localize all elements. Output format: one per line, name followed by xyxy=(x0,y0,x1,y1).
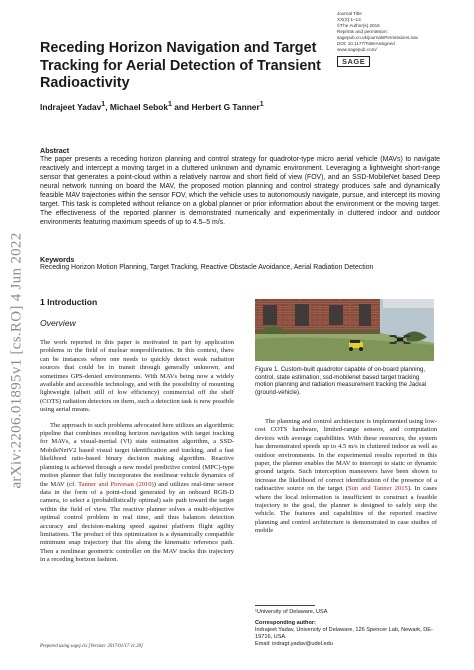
paragraph xyxy=(255,418,437,536)
affiliation-mark: 1 xyxy=(259,101,264,108)
affiliation-mark: 1 xyxy=(168,101,172,108)
author-name: Indrajeet Yadav xyxy=(40,101,102,112)
arxiv-stamp xyxy=(4,205,30,515)
arxiv-id: arXiv:2206.01895v1 [cs.RO] 4 Jun 2022 xyxy=(8,231,25,489)
author-separator: , xyxy=(105,101,110,112)
prepared-using-note: Prepared using sagej.cls [Version: 2017/01/17 v1.20] xyxy=(40,644,143,649)
citation-link[interactable]: Sun and Tanner 2015 xyxy=(347,485,408,493)
abstract-text: The paper presents a receding horizon planning and control strategy for quadrotor-type micro aerial vehicle (MAVs) to navigate reactively and intercept a moving target in a cluttered unknown and dynamic environment. Leveraging a lightweight short-range sensor that generates a point-cloud within a relatively narrow and short field of view (FOV), and an SSD-MobileNet based Deep neural network running on board the MAV, the proposed motion planning and control strategy produces safe and dynamically feasible MAV trajectories within the sensor FOV, which the vehicle uses to autonomously navigate, pursue, and intercept its moving target. This task is completed without reliance on a global planner or prior information about the environment or the moving target. The effectiveness of the reported planner is demonstrated numerically and experimentally in cluttered indoor and outdoor environments featuring maximum speeds of up to 4.5–5 m/s. xyxy=(40,156,440,227)
left-column xyxy=(40,339,234,572)
abstract-heading: Abstract xyxy=(40,146,70,155)
quadrotor-photo-image xyxy=(255,299,434,361)
sage-logo: SAGE xyxy=(337,56,370,67)
journal-meta xyxy=(337,11,467,67)
section-heading: 1 Introduction xyxy=(40,297,98,307)
copyright: ©The Author(s) 2016 xyxy=(337,23,380,28)
footnote xyxy=(255,609,437,648)
keywords-text: Receding Horizon Motion Planning, Target Tracking, Reactive Obstacle Avoidance, Aerial Radiation Detection xyxy=(40,264,374,271)
affiliation-note: ¹University of Delaware, USA xyxy=(255,609,328,615)
figure-caption: Figure 1. Custom-built quadrotor capable of on-board planning, control, state estimation, ssd-mobilenet based target tracking motion planning and radiation measurement tracking the Jackal (ground-vehicle). xyxy=(255,366,427,396)
site-url[interactable]: www.sagepub.com/ xyxy=(337,47,377,52)
author-name: Herbert G Tanner xyxy=(191,101,260,112)
paragraph-text: ) and utilizes real-time sensor data in the form of a point-cloud generated by an onboard RGB-D camera, to select a (probabilistically optimal) safe path toward the target within the field of view. The reactive planner solves a multi-objective optimal control problem in real time, and thus balances detection accuracy and decision-making speed against platform flight agility limitations. The product of this optimization is a dynamically compatible minimum snap trajectory that fits along the kinematic reference path. Then a nonlinear geometric controller on the MAV tracks this trajectory in a receding horizon fashion. xyxy=(40,480,234,564)
paragraph: The work reported in this paper is motivated in part by application problems in the field of nuclear nonproliferation. In this context, there can be instances where one needs to quickly detect weak radiation sources that could be in transit through generally unknown, and sometimes GPS-denied environments. With MAVs being now a widely available and accessible technology, and with the possibility of mounting lightweight (albeit still of low efficiency) commercial off the shelf (COTS) radiation detectors on them, such a detection task is now possible using aerial means. xyxy=(40,339,234,414)
corresponding-author-heading: Corresponding author: xyxy=(255,620,316,626)
corresponding-author-address: Indrajeet Yadav, University of Delaware, 126 Spencer Lab, Newark, DE-19716, USA. xyxy=(255,627,433,640)
reprints-url[interactable]: sagepub.co.uk/journalsPermissions.nav xyxy=(337,35,418,40)
keywords-heading: Keywords xyxy=(40,255,75,264)
footnote-divider xyxy=(255,605,315,606)
paragraph-text: The planning and control architecture is implemented using low-cost COTS hardware, limited-range sensors, and computation devices with average capabilities. With these resources, the system has demonstrated speeds up to 4.5 m/s in cluttered indoor as well as outdoor environments. In the experimental results reported in this paper, the planner enables the MAV to intercept to static or dynamic ground targets. Such interception maneuvers have been shown to increase the likelihood of correct identification of the presence of a radioactive source on the target ( xyxy=(255,418,437,493)
paper-title: Receding Horizon Navigation and Target Tracking for Aerial Detection of Transient Radioactivity xyxy=(40,40,321,91)
affiliation-mark: 1 xyxy=(101,101,106,108)
paragraph-text: ). In cases where the local information is insufficient to construct a feasible trajectory to the goal, the planner is designed to safely stop the vehicle. The features and capabilities of the reported reactive planning and control architecture is demonstrated in case studies of mobile xyxy=(255,485,438,535)
author-separator: and xyxy=(171,101,192,112)
figure-photo xyxy=(255,299,434,361)
paragraph-text: The approach to such problems advocated here utilizes an algorithmic pipeline that combines receding horizon navigation with target tracking for MAVs, a visual-inertial (VI) state estimation algorithm, a SSD-MobileNetV2 based visual target identification and tracking, and a fast likelihood ratio-based binary decision making algorithm. Reactive planning is achieved through a new model predictive control (MPC)-type motion planner that fully incorporates the nonlinear vehicle dynamics of the MAV (cf. xyxy=(40,421,234,488)
doi[interactable]: DOI: 10.1177/ToBeAssigned xyxy=(337,41,395,46)
right-column xyxy=(255,418,437,536)
author-list xyxy=(40,101,340,112)
citation-link[interactable]: Tanner and Piovesan (2010) xyxy=(78,480,154,488)
journal-title: Journal Title xyxy=(337,11,362,16)
author-name: Michael Sebok xyxy=(109,101,169,112)
reprints-label: Reprints and permission: xyxy=(337,29,388,34)
paragraph xyxy=(40,422,234,565)
journal-volume: XX(X):1–14 xyxy=(337,17,361,22)
subsection-heading: Overview xyxy=(40,318,76,328)
email-link[interactable]: Email: indragt.yadav@udel.edu xyxy=(255,641,333,647)
